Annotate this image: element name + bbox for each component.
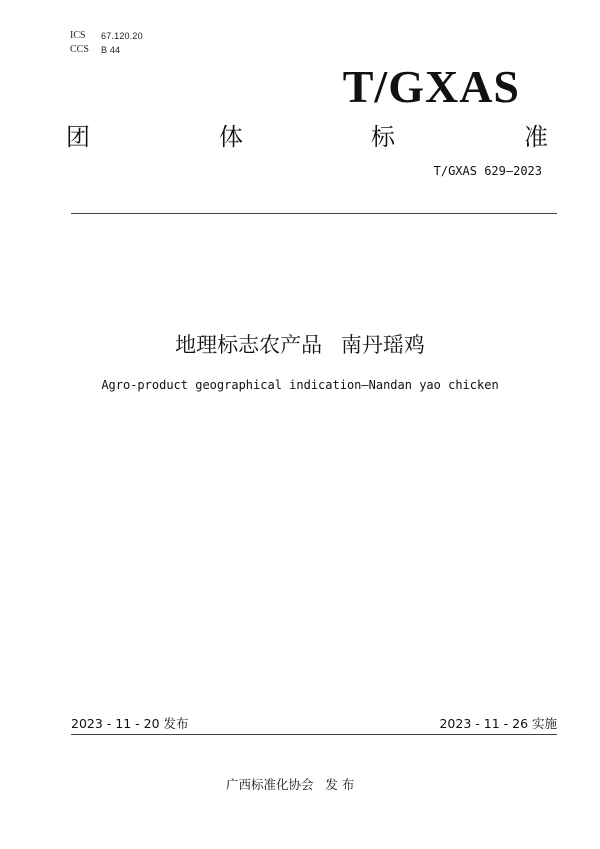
- standard-code: T/GXAS: [342, 61, 520, 112]
- publish-date: 2023 - 11 - 20 发布: [71, 716, 189, 731]
- title-chinese: 地理标志农产品 南丹瑶鸡: [175, 333, 425, 357]
- header-divider: [71, 213, 557, 214]
- category-char-3: 标: [371, 123, 395, 151]
- category-char-1: 团: [66, 123, 90, 151]
- ics-label: ICS: [70, 30, 86, 41]
- ccs-value: B 44: [101, 45, 121, 55]
- publisher: 广西标准化协会 发 布: [226, 777, 355, 792]
- ccs-label: CCS: [70, 44, 89, 55]
- footer-divider: [71, 734, 557, 735]
- implement-date: 2023 - 11 - 26 实施: [439, 716, 557, 731]
- category-char-4: 准: [524, 123, 548, 151]
- category-char-2: 体: [219, 123, 243, 151]
- title-english: Agro-product geographical indication—Nandan yao chicken: [101, 378, 499, 392]
- standard-number: T/GXAS 629—2023: [433, 164, 542, 178]
- ics-value: 67.120.20: [101, 31, 143, 41]
